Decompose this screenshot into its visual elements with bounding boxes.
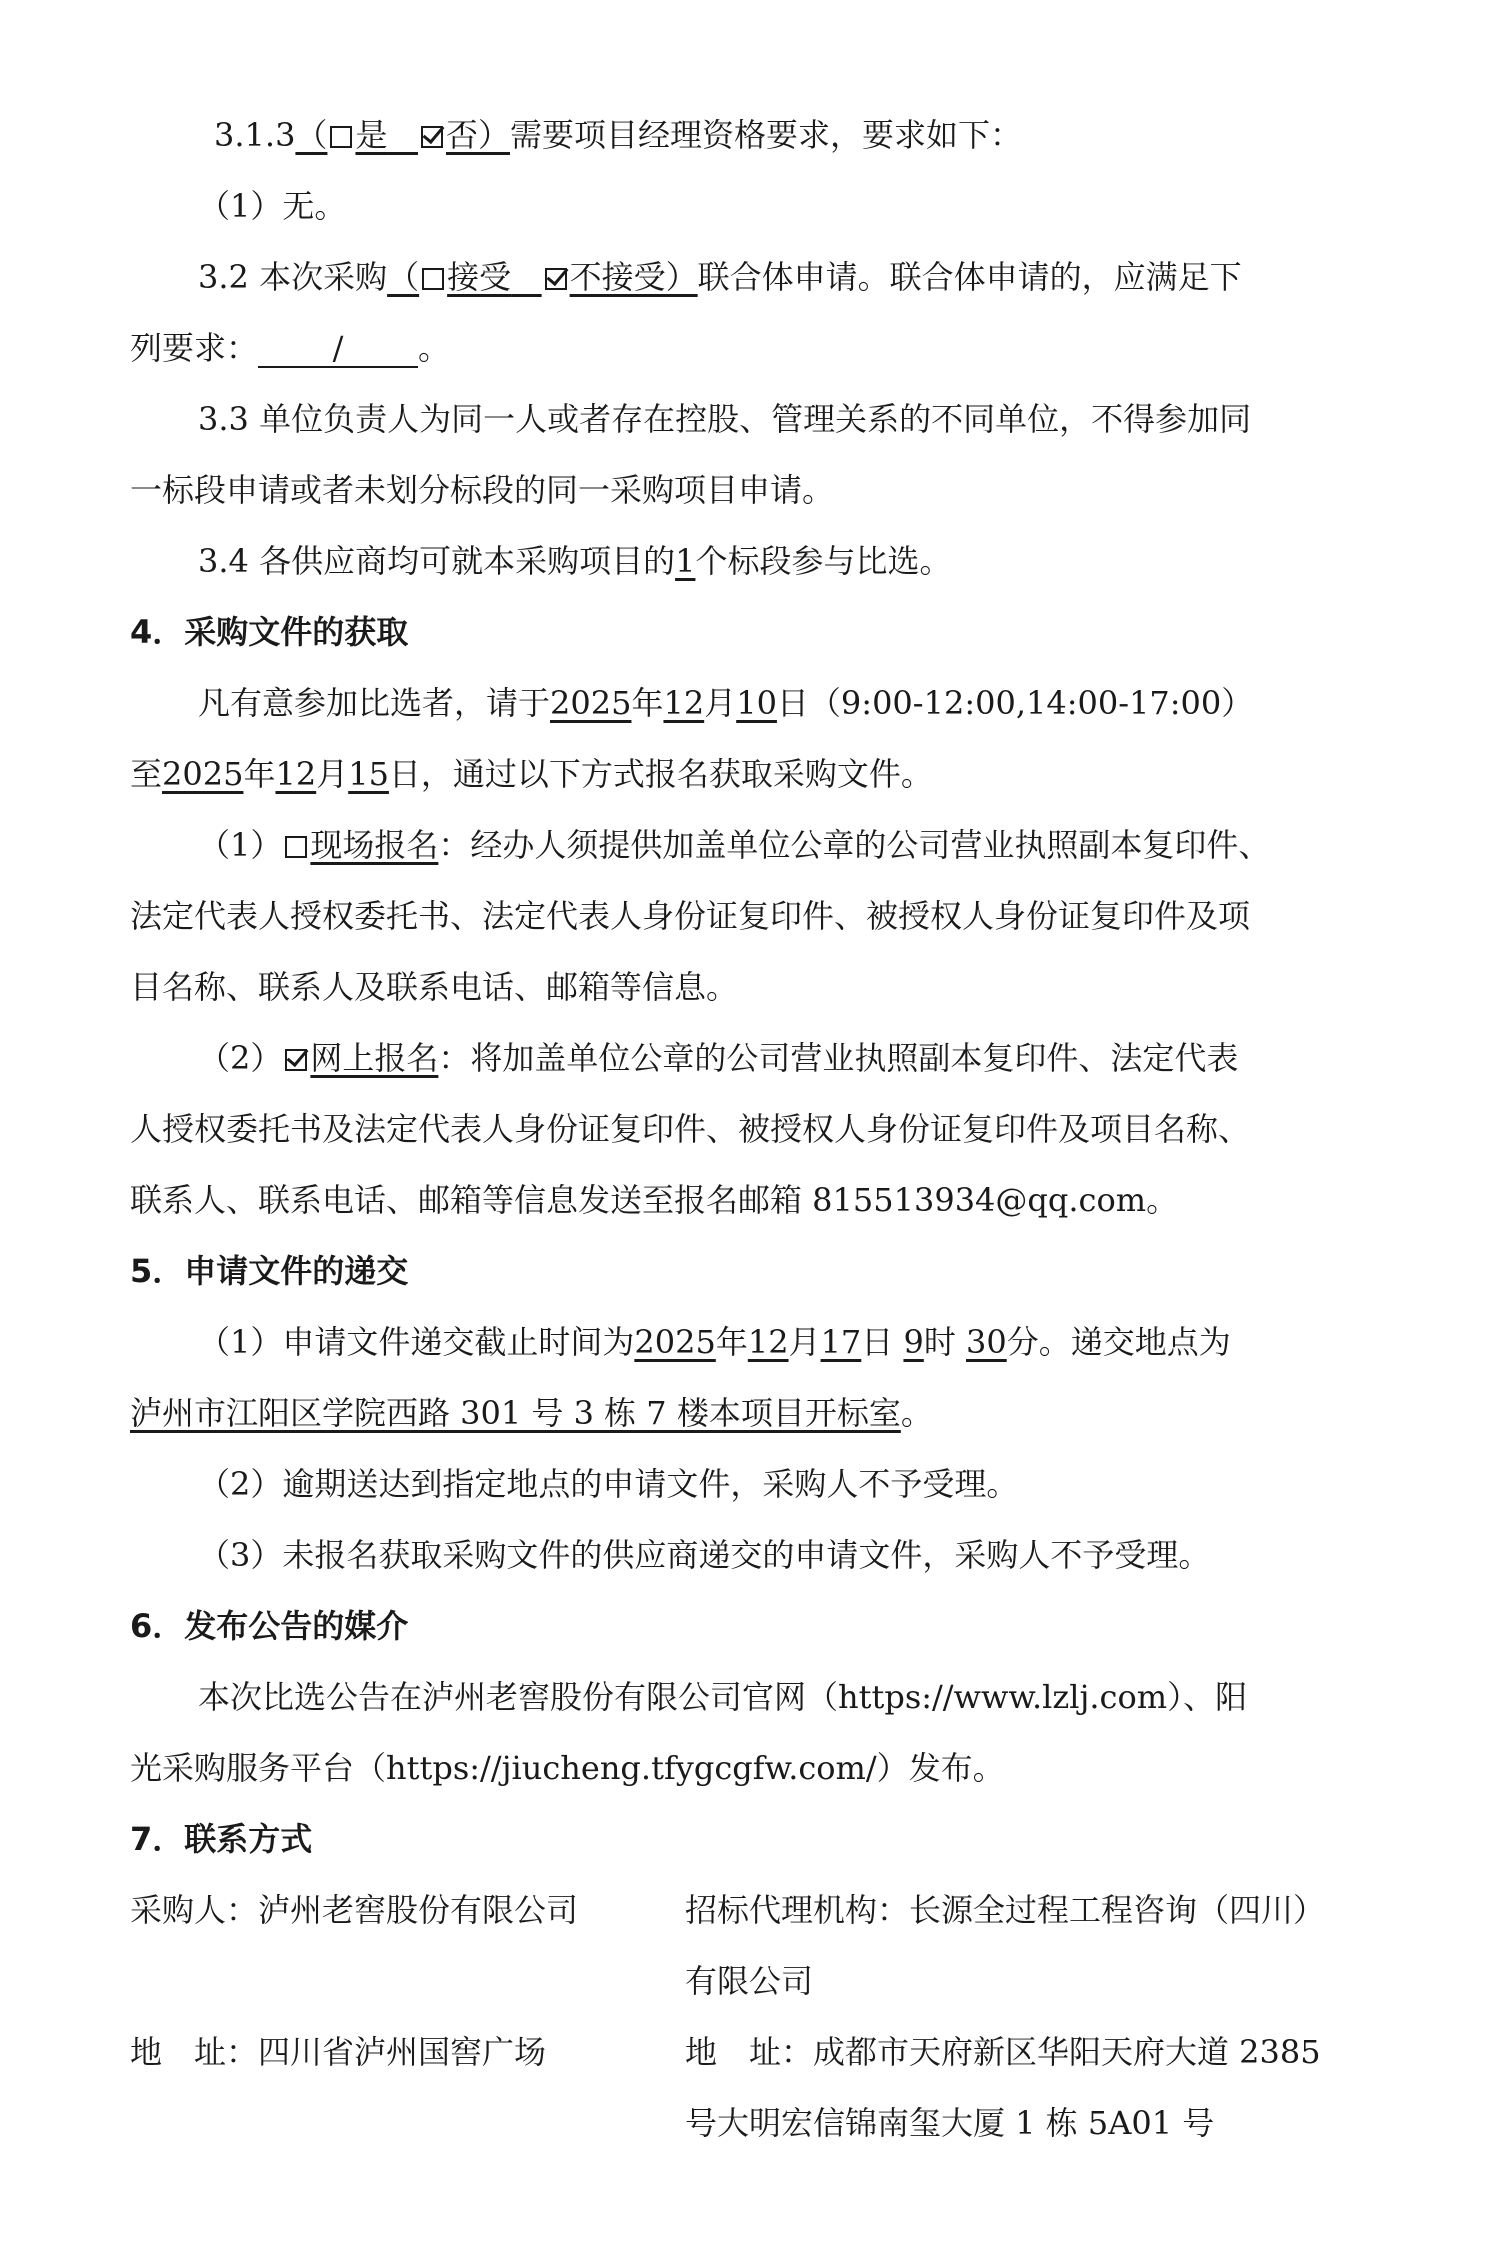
paren-open: （	[387, 258, 420, 296]
clause-text: 日（9:00-12:00,14:00-17:00）	[776, 684, 1254, 722]
clause-3-3-line-2: 一标段申请或者未划分标段的同一采购项目申请。	[130, 471, 835, 509]
start-year: 2025	[550, 684, 632, 722]
checked-box-icon	[545, 268, 567, 290]
clause-text: ：将加盖单位公章的公司营业执照副本复印件、法定代表	[438, 1039, 1239, 1077]
unit-year: 年	[243, 755, 276, 793]
section-6-line-2: 光采购服务平台（https://jiucheng.tfygcgfw.com/）发布。	[130, 1749, 1005, 1787]
agent-address-cell	[685, 2017, 1380, 2159]
onsite-registration-option	[282, 826, 438, 864]
clause-text: 分。递交地点为	[1006, 1323, 1231, 1361]
section-5-para-3: （3）未报名获取采购文件的供应商递交的申请文件，采购人不予受理。	[198, 1536, 1211, 1574]
clause-text: 列要求：	[130, 329, 259, 367]
clause-text: 3.2 本次采购	[198, 258, 388, 296]
option-label: 网上报名	[310, 1039, 439, 1077]
section-heading-5: 5．申请文件的递交	[130, 1252, 409, 1290]
buyer-cell	[130, 1875, 685, 2017]
section-heading-6: 6．发布公告的媒介	[130, 1607, 409, 1645]
clause-text: 联合体申请。联合体申请的，应满足下	[697, 258, 1242, 296]
section-4-para-1-line-1	[130, 668, 1380, 739]
start-day: 10	[736, 684, 777, 722]
contact-table	[130, 1875, 1380, 2159]
buyer-name: 采购人：泸州老窖股份有限公司	[130, 1891, 579, 1929]
unit-year: 年	[631, 684, 664, 722]
clause-text: 需要项目经理资格要求，要求如下：	[509, 116, 1022, 154]
deadline-month: 12	[747, 1323, 789, 1361]
section-5-para-1-line-2	[130, 1378, 1380, 1449]
section-heading-4: 4．采购文件的获取	[130, 613, 409, 651]
onsite-registration-line-2: 法定代表人授权委托书、法定代表人身份证复印件、被授权人身份证复印件及项	[130, 897, 1251, 935]
section-4-para-1-line-2	[130, 739, 1380, 810]
clause-text: 。	[900, 1394, 933, 1432]
pm-qualification-choice	[295, 116, 510, 154]
unit-month: 月	[316, 755, 349, 793]
buyer-address-cell	[130, 2017, 685, 2159]
online-registration-line-1	[130, 1023, 1380, 1094]
online-registration-line-2: 人授权委托书及法定代表人身份证复印件、被授权人身份证复印件及项目名称、	[130, 1110, 1251, 1148]
clause-3-4	[130, 526, 1380, 597]
section-5-para-2: （2）逾期送达到指定地点的申请文件，采购人不予受理。	[198, 1465, 1019, 1503]
buyer-address: 地 址：四川省泸州国窖广场	[130, 2033, 547, 2071]
option-reject: 不接受）	[569, 258, 698, 296]
option-accept: 接受	[447, 258, 512, 296]
fill-blank: /	[258, 330, 418, 368]
deadline-minute: 30	[966, 1323, 1007, 1361]
submission-address: 泸州市江阳区学院西路 301 号 3 栋 7 楼本项目开标室	[130, 1394, 901, 1432]
section-6-line-1: 本次比选公告在泸州老窖股份有限公司官网（https://www.lzlj.com）、阳	[198, 1678, 1248, 1716]
clause-3-2-line-1	[130, 242, 1380, 313]
end-day: 15	[348, 755, 389, 793]
clause-number: 3.1.3	[214, 116, 296, 154]
clause-3-1-3-item-1: （1）无。	[198, 187, 347, 225]
deadline-day: 17	[820, 1323, 862, 1361]
clause-text: 至	[130, 755, 163, 793]
start-month: 12	[663, 684, 705, 722]
clause-text: 。	[418, 329, 451, 367]
agent-address-line-2: 号大明宏信锦南玺大厦 1 栋 5A01 号	[685, 2104, 1215, 2142]
unchecked-box-icon	[285, 836, 307, 858]
lot-count: 1	[675, 542, 696, 580]
unit-month: 月	[788, 1323, 821, 1361]
option-yes: 是	[355, 116, 388, 154]
checked-box-icon	[285, 1049, 307, 1071]
clause-3-2-line-2	[130, 313, 1380, 384]
agent-name-line-2: 有限公司	[685, 1962, 814, 2000]
agent-cell	[685, 1875, 1380, 2017]
online-registration-option	[282, 1039, 438, 1077]
option-no: 否）	[445, 116, 510, 154]
section-5-para-1-line-1	[130, 1307, 1380, 1378]
clause-3-3-line-1: 3.3 单位负责人为同一人或者存在控股、管理关系的不同单位，不得参加同	[198, 400, 1252, 438]
consortium-choice	[387, 258, 698, 296]
checked-box-icon	[421, 126, 443, 148]
clause-text: 个标段参与比选。	[695, 542, 952, 580]
option-label: 现场报名	[310, 826, 439, 864]
deadline-hour: 9	[903, 1323, 924, 1361]
clause-text: 日，通过以下方式报名获取采购文件。	[388, 755, 933, 793]
agent-address-line-1: 地 址：成都市天府新区华阳天府大道 2385	[685, 2033, 1321, 2071]
unit-day: 日	[861, 1323, 894, 1361]
end-year: 2025	[162, 755, 244, 793]
clause-text: 3.4 各供应商均可就本采购项目的	[198, 542, 676, 580]
clause-text: 凡有意参加比选者，请于	[198, 684, 551, 722]
end-month: 12	[275, 755, 317, 793]
agent-name-line-1: 招标代理机构：长源全过程工程咨询（四川）	[685, 1891, 1326, 1929]
unchecked-box-icon	[330, 126, 352, 148]
online-registration-line-3: 联系人、联系电话、邮箱等信息发送至报名邮箱 815513934@qq.com。	[130, 1181, 1179, 1219]
paren-open: （	[295, 116, 328, 154]
item-number: （1）	[198, 826, 283, 864]
clause-text: ：经办人须提供加盖单位公章的公司营业执照副本复印件、	[438, 826, 1271, 864]
item-number: （2）	[198, 1039, 283, 1077]
unit-month: 月	[704, 684, 737, 722]
unit-hour: 时	[923, 1323, 956, 1361]
clause-3-1-3	[130, 100, 1380, 171]
section-heading-7: 7．联系方式	[130, 1820, 313, 1858]
clause-text: （1）申请文件递交截止时间为	[198, 1323, 635, 1361]
unit-year: 年	[715, 1323, 748, 1361]
onsite-registration-line-3: 目名称、联系人及联系电话、邮箱等信息。	[130, 968, 739, 1006]
onsite-registration-line-1	[130, 810, 1380, 881]
deadline-year: 2025	[634, 1323, 716, 1361]
unchecked-box-icon	[422, 268, 444, 290]
